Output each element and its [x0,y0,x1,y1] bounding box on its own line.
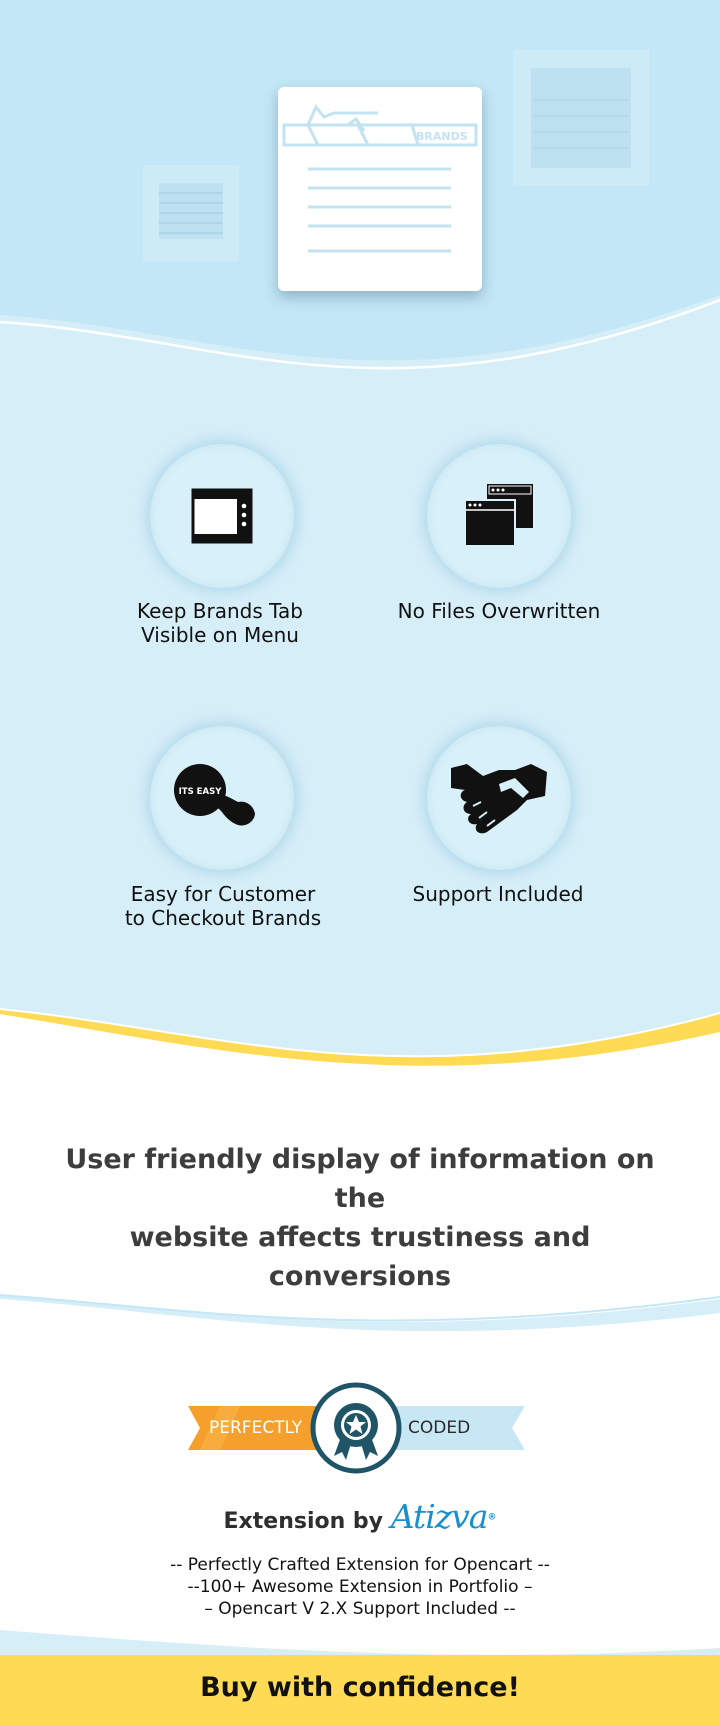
ghost-card-left [143,165,239,261]
its-easy-text: ITS EASY [178,787,222,797]
headline: User friendly display of information on the website affects trustiness and conversions [65,1144,655,1292]
registered-mark: ® [487,1512,497,1523]
feature-support-included [427,726,571,870]
cta-top-wave [0,1620,720,1660]
buy-with-confidence-cta: Buy with confidence! [200,1672,520,1703]
card-brands-label: BRANDS [416,130,468,143]
feature-easy-checkout [150,726,294,870]
atizva-logo: Atizva [390,1497,488,1536]
stacked-windows-icon [427,444,571,588]
handshake-icon [427,726,571,870]
feature-label-no-files-overwritten: No Files Overwritten [397,599,601,623]
divider-wave [0,1285,720,1345]
feature-keep-brands-tab [150,444,294,588]
brands-tab-illustration [278,87,482,291]
ghost-card-right [513,50,649,186]
extension-by-prefix: Extension by [223,1509,384,1534]
features-background [0,420,720,1070]
badge-left-text: PERFECTLY [209,1418,303,1438]
feature-label-easy-checkout: Easy for Customer to Checkout Brands [124,882,322,930]
its-easy-pointer-icon [150,726,294,870]
tagline-3: – Opencart V 2.X Support Included -- [204,1599,516,1619]
feature-label-support-included: Support Included [412,882,584,906]
brands-document-card [278,87,482,291]
extension-by-line [0,1497,720,1536]
browser-window-menu-icon [150,444,294,588]
badge-right-text: CODED [408,1418,471,1438]
tagline-1: -- Perfectly Crafted Extension for Opencart -- [170,1555,550,1575]
feature-label-keep-brands-tab: Keep Brands Tab Visible on Menu [137,599,303,647]
tagline-2: --100+ Awesome Extension in Portfolio – [187,1577,533,1597]
feature-no-files-overwritten [427,444,571,588]
